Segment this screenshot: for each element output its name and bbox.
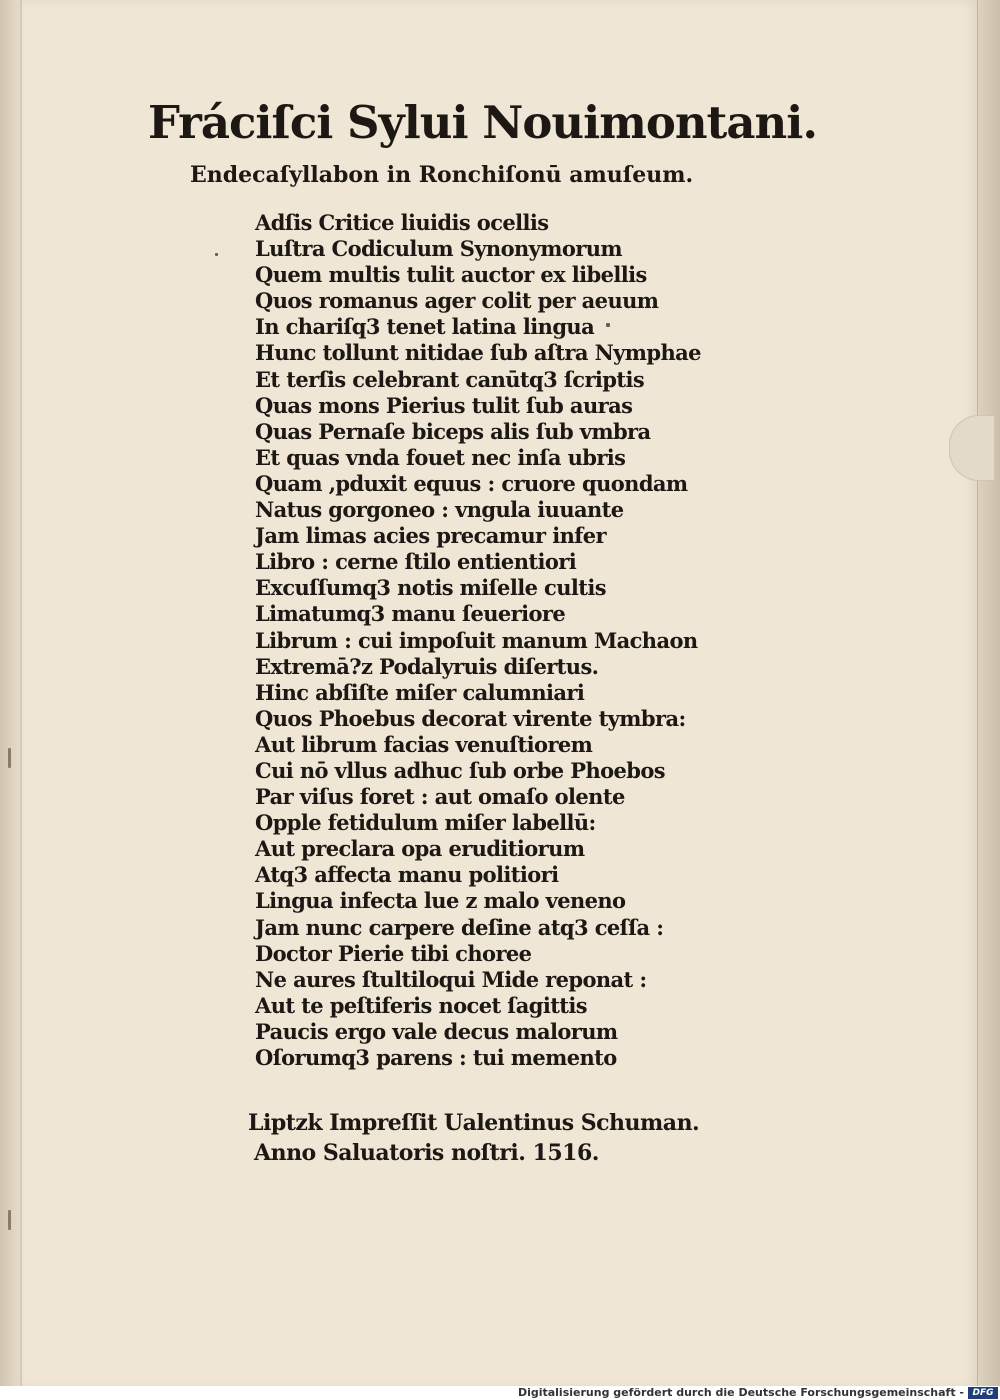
poem-line: Limatumq3 manu ſeueriore <box>255 601 566 627</box>
poem-line: Luſtra Codiculum Synonymorum <box>255 236 623 262</box>
poem-line: Aut preclara opa eruditiorum <box>255 836 585 862</box>
page-subtitle: Endecaſyllabon in Ronchiſonū amuſeum. <box>190 162 694 188</box>
poem <box>255 210 715 1071</box>
dfg-logo-icon: DFG <box>968 1387 998 1399</box>
poem-line: Quas Pernaſe biceps alis ſub vmbra <box>255 418 651 444</box>
poem-line: Adſis Critice liuidis ocellis <box>255 210 549 235</box>
page-title: Fráciſci Sylui Nouimontani. <box>148 96 817 149</box>
poem-line: Lingua infecta lue z malo veneno <box>255 888 626 914</box>
poem-line: Et terſis celebrant canūtq3 ſcriptis <box>255 366 645 392</box>
right-page-edge <box>977 0 1000 1400</box>
poem-line: Par viſus foret : aut omaſo olente <box>255 784 625 810</box>
poem-line: Et quas vnda fouet nec inſa ubris <box>255 444 626 470</box>
poem-line: Opple fetidulum miſer labellū: <box>255 810 596 836</box>
ink-speck <box>8 1210 11 1230</box>
poem-line: Cui nō vllus adhuc ſub orbe Phoebos <box>255 757 666 783</box>
poem-line: Extremā?z Podalyruis diſertus. <box>255 653 599 679</box>
colophon-line: Liptzk Impreſſit Ualentinus Schuman. <box>248 1110 700 1136</box>
poem-line: Hunc tollunt nitidae ſub aſtra Nymphae <box>255 340 701 366</box>
funding-credit: Digitalisierung gefördert durch die Deutsche Forschungsgemeinschaft - <box>517 1386 964 1399</box>
page-tab <box>949 415 994 481</box>
ink-speck <box>215 253 218 256</box>
poem-line: Excuſſumq3 notis miſelle cultis <box>255 575 606 601</box>
poem-line: Quem multis tulit auctor ex libellis <box>255 262 647 288</box>
poem-line: Paucis ergo vale decus malorum <box>255 1018 618 1044</box>
poem-line: In chariſq3 tenet latina lingua <box>255 314 595 340</box>
poem-line: Aut te peſtiferis nocet ſagittis <box>255 992 588 1018</box>
poem-line: Quos romanus ager colit per aeuum <box>255 288 659 314</box>
poem-line: Quos Phoebus decorat virente tymbra: <box>255 705 686 731</box>
colophon <box>248 1108 708 1168</box>
poem-line: Quam ,pduxit equus : cruore quondam <box>255 470 688 496</box>
colophon-line: Anno Saluatoris noſtri. 1516. <box>254 1140 599 1166</box>
poem-line: Oſorumq3 parens : tui memento <box>255 1045 617 1070</box>
poem-line: Libro : cerne ſtilo entientiori <box>255 549 577 575</box>
ink-speck <box>8 748 11 768</box>
poem-line: Jam limas acies precamur infer <box>255 523 606 549</box>
poem-line: Librum : cui impoſuit manum Machaon <box>255 627 698 653</box>
poem-line: Quas mons Pierius tulit ſub auras <box>255 392 633 418</box>
poem-line: Hinc abſiſte miſer calumniari <box>255 679 585 705</box>
poem-line: Natus gorgoneo : vngula iuuante <box>255 497 624 523</box>
poem-line: Aut librum facias venuſtiorem <box>255 731 593 757</box>
footer-bar <box>0 1386 1000 1400</box>
poem-line: Jam nunc carpere deſine atq3 ceſſa : <box>255 914 664 940</box>
poem-line: Ne aures ſtultiloqui Mide reponat : <box>255 966 647 992</box>
poem-line: Doctor Pierie tibi choree <box>255 940 532 966</box>
poem-line: Atq3 affecta manu politiori <box>255 862 559 888</box>
